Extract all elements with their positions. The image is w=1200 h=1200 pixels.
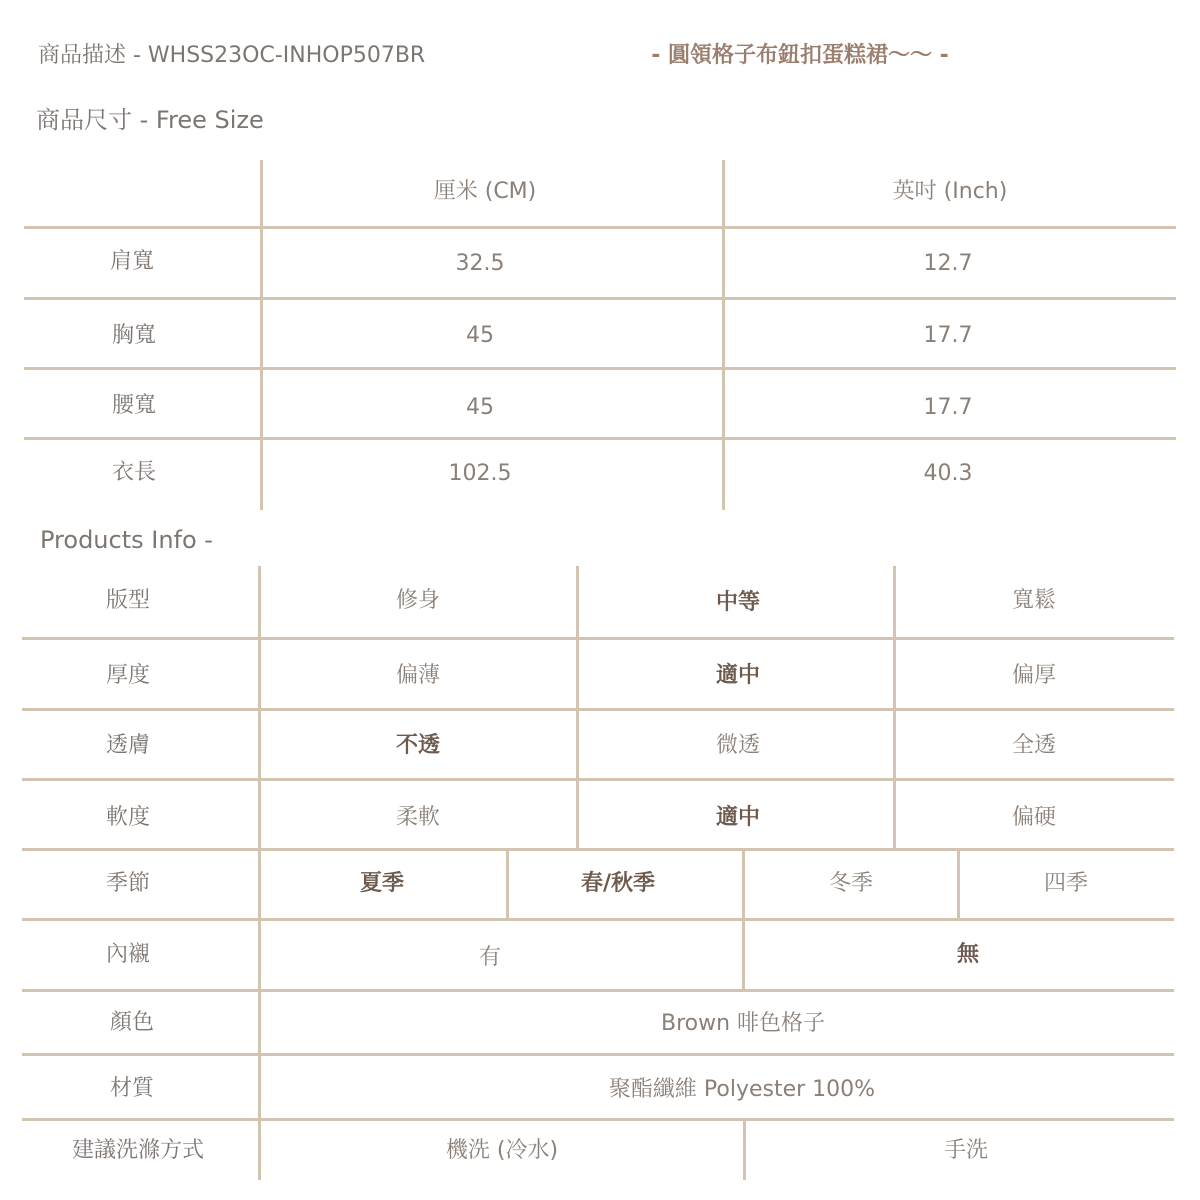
thickness-option: 偏薄	[395, 663, 441, 688]
softness-option: 偏硬	[1011, 805, 1057, 830]
size-table-divider	[722, 160, 725, 510]
fit-option: 寬鬆	[1011, 588, 1057, 613]
size-table-rule	[24, 437, 1176, 440]
thickness-option-selected: 適中	[715, 663, 761, 688]
washing-option-machine: 機洗 (冷水)	[445, 1138, 559, 1163]
size-table-rule	[24, 297, 1176, 300]
fit-option-selected: 中等	[715, 590, 761, 615]
season-option: 四季	[1043, 871, 1089, 896]
softness-option-selected: 適中	[715, 805, 761, 830]
season-option-selected: 春/秋季	[580, 871, 656, 896]
season-label: 季節	[105, 871, 151, 896]
material-value: 聚酯纖維 Polyester 100%	[608, 1077, 876, 1102]
size-table-divider	[260, 160, 263, 510]
info-section-title: Products Info -	[40, 526, 213, 554]
info-table-divider	[742, 920, 745, 990]
size-row-inch: 17.7	[923, 323, 973, 348]
info-table-divider	[258, 566, 261, 1180]
fit-label: 版型	[105, 588, 151, 613]
size-row-inch: 40.3	[923, 461, 973, 486]
softness-option: 柔軟	[395, 805, 441, 830]
info-table-divider	[742, 850, 745, 920]
material-label: 材質	[109, 1076, 155, 1101]
size-row-cm: 32.5	[455, 251, 505, 276]
info-table-rule	[22, 848, 1174, 851]
transparency-option: 微透	[715, 733, 761, 758]
lining-label: 內襯	[105, 942, 151, 967]
size-row-label: 肩寬	[109, 249, 155, 274]
thickness-option: 偏厚	[1011, 663, 1057, 688]
thickness-label: 厚度	[105, 663, 151, 688]
size-row-label: 腰寬	[111, 393, 157, 418]
product-code-heading: 商品描述 - WHSS23OC-INHOP507BR	[38, 43, 426, 68]
info-table-rule	[22, 1118, 1174, 1121]
column-header-cm: 厘米 (CM)	[433, 179, 537, 204]
lining-option: 有	[478, 945, 502, 970]
size-row-cm: 102.5	[448, 461, 512, 486]
size-table-rule	[24, 226, 1176, 229]
column-header-inch: 英吋 (Inch)	[892, 179, 1008, 204]
info-table-rule	[22, 918, 1174, 921]
transparency-option: 全透	[1011, 733, 1057, 758]
info-table-rule	[22, 1053, 1174, 1056]
season-option-selected: 夏季	[359, 871, 405, 896]
info-table-divider	[957, 850, 960, 920]
info-table-rule	[22, 708, 1174, 711]
info-table-rule	[22, 989, 1174, 992]
product-title: - 圓領格子布鈕扣蛋糕裙〜〜 -	[651, 43, 949, 68]
size-row-cm: 45	[466, 323, 494, 348]
info-table-divider	[506, 850, 509, 920]
info-table-rule	[22, 778, 1174, 781]
transparency-option-selected: 不透	[395, 733, 441, 758]
size-section-title: 商品尺寸 - Free Size	[36, 106, 264, 134]
color-value: Brown 啡色格子	[660, 1011, 826, 1036]
transparency-label: 透膚	[105, 733, 151, 758]
size-row-inch: 17.7	[923, 395, 973, 420]
lining-option-selected: 無	[956, 942, 980, 967]
color-label: 顏色	[109, 1010, 155, 1035]
size-table-rule	[24, 367, 1176, 370]
info-table-divider	[743, 1120, 746, 1180]
size-row-label: 衣長	[111, 460, 157, 485]
size-row-label: 胸寬	[111, 323, 157, 348]
size-row-inch: 12.7	[923, 251, 973, 276]
washing-option-hand: 手洗	[943, 1138, 989, 1163]
softness-label: 軟度	[105, 805, 151, 830]
season-option: 冬季	[828, 871, 874, 896]
washing-label: 建議洗滌方式	[71, 1138, 205, 1163]
info-table-rule	[22, 637, 1174, 640]
size-row-cm: 45	[466, 395, 494, 420]
fit-option: 修身	[395, 588, 441, 613]
